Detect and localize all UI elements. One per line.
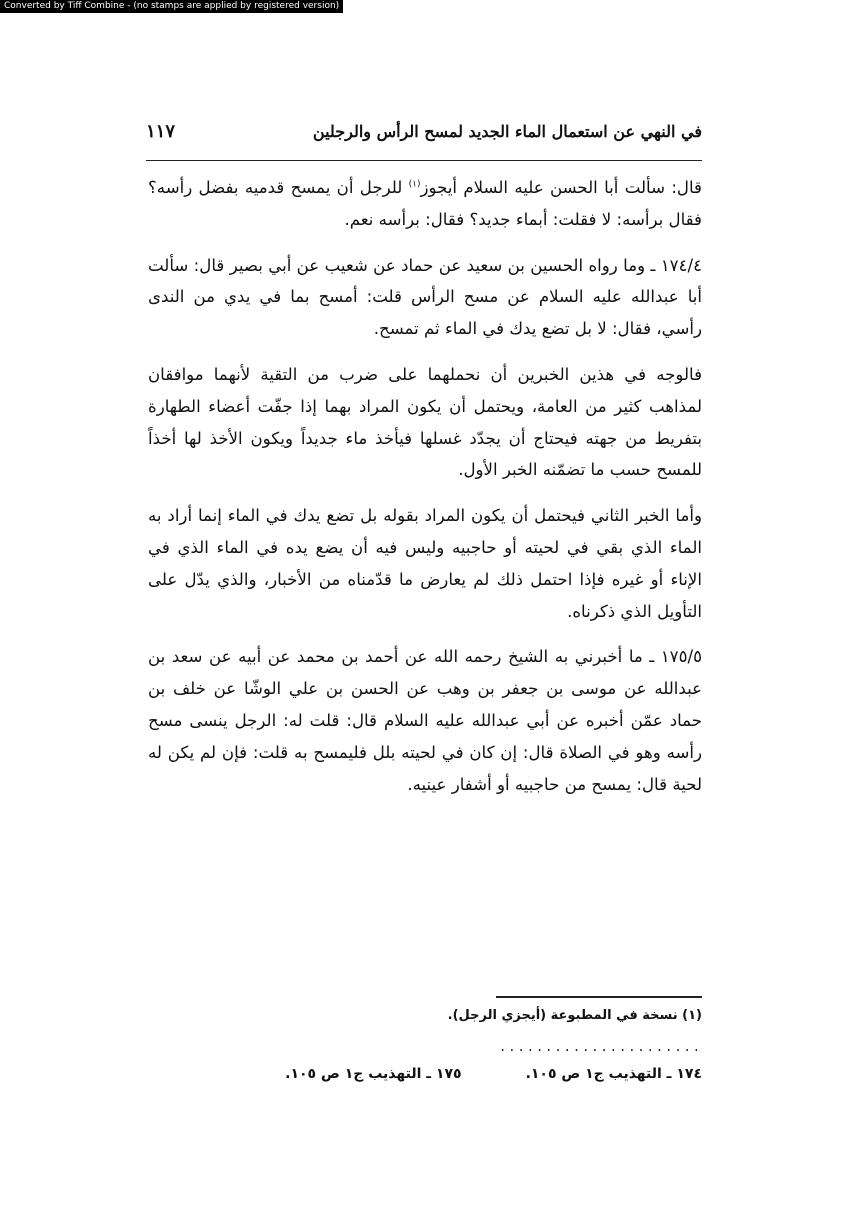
page-header [146,120,702,161]
dotted-separator: ...................... [499,1040,702,1054]
reference-174: ١٧٤ ـ التهذيب ج١ ص ١٠٥. [525,1066,702,1082]
paragraph-1-end: للرجل أن يمسح قدميه بفضل رأسه؟ فقال برأسه: لا فقلت: أبماء جديد؟ فقال: برأسه نعم. [148,178,702,229]
source-references [270,1066,702,1082]
paragraph-1 [148,172,702,236]
reference-175: ١٧٥ ـ التهذيب ج١ ص ١٠٥. [285,1066,462,1082]
paragraph-1-start: قال: سألت أبا الحسن عليه السلام أيجوز [420,178,702,197]
paragraph-commentary-2: وأما الخبر الثاني فيحتمل أن يكون المراد بقوله بل تضع يدك في الماء إنما أراد به الماء الذي بقي في لحيته أو حاجبيه وليس فيه أن يضع يده في الماء الذي في الإناء أو غيره فإذا احتمل ذلك لم يعارض ما قدّمناه من الأخبار، والذي يدّل على التأويل الذي ذكرناه. [148,506,702,621]
converter-watermark: Converted by Tiff Combine - (no stamps are applied by registered version) [0,0,343,13]
paragraph-commentary-1: فالوجه في هذين الخبرين أن نحملهما على ضرب من التقية لأنهما موافقان لمذاهب كثير من العامة، ويحتمل أن يكون المراد بهما إذا جفّت أعضاء الطهارة بتفريط من جهته فيحتاج أن يجدّد غسلها فيأخذ ماء جديداً ويكون الأخذ لها أخذاً للمسح حسب ما تضمّنه الخبر الأول. [148,364,702,480]
page-number: ١١٧ [146,121,176,142]
running-title: في النهي عن استعمال الماء الجديد لمسح الرأس والرجلين [312,122,702,141]
footnote-marker: (١) [408,179,421,190]
footnote: (١) نسخة في المطبوعة (أيجزي الرجل). [447,1008,702,1023]
footnote-divider [496,996,702,998]
paragraph-hadith-175: ١٧٥/٥ ـ ما أخبرني به الشيخ رحمه الله عن أحمد بن محمد عن أبيه عن سعد بن عبدالله عن موسى بن جعفر بن وهب عن الحسن بن علي الوشّا عن خلف بن حماد عمّن أخبره عن أبي عبدالله عليه السلام قال: قلت له: الرجل ينسى مسح رأسه وهو في الصلاة قال: إن كان في لحيته بلل فليمسح به قلت: فإن لم يكن له لحية قال: يمسح من حاجبيه أو أشفار عينيه. [148,647,702,794]
paragraph-hadith-174: ١٧٤/٤ ـ وما رواه الحسين بن سعيد عن حماد عن شعيب عن أبي بصير قال: سألت أبا عبدالله عليه السلام عن مسح الرأس قلت: أمسح بما في يدي من الندى رأسي، فقال: لا بل تضع يدك في الماء ثم تمسح. [148,255,702,339]
body-text [148,172,702,814]
